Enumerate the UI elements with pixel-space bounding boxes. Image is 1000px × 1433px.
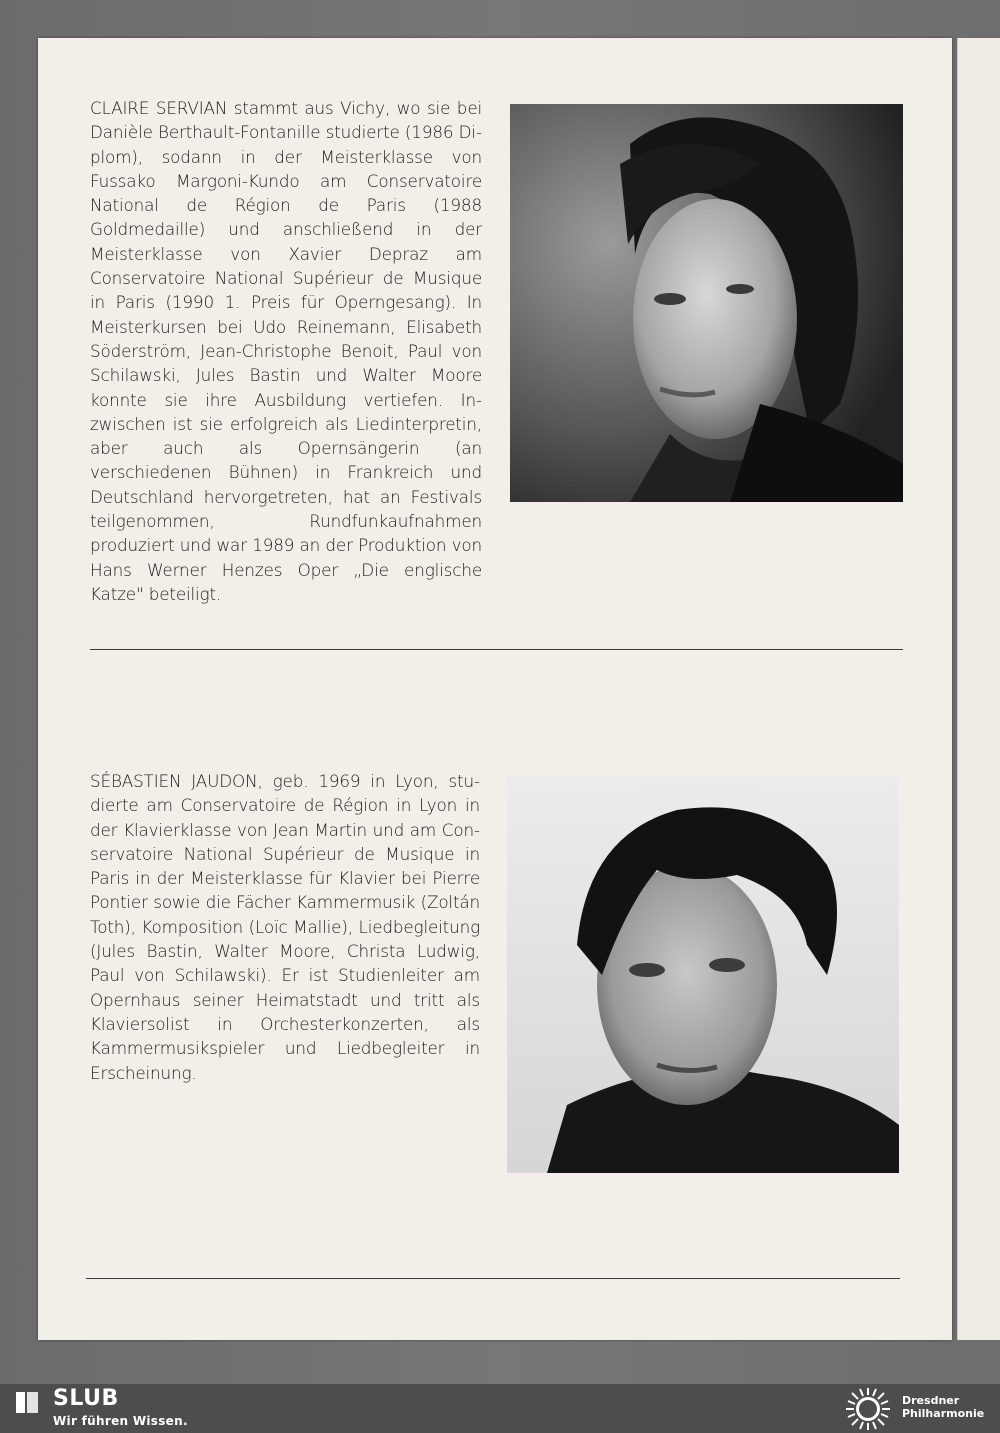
partner-name-line2: Philharmonie	[902, 1407, 985, 1420]
portrait-photo-man	[507, 775, 899, 1173]
section-divider-2	[86, 1278, 900, 1279]
portrait-photo-woman	[510, 104, 903, 502]
section-divider-1	[90, 649, 903, 650]
biography-sebastien-jaudon: SÉBASTIEN JAUDON, geb. 1969 in Lyon, studierte am Conservatoire de Région in Lyon in der Klavierklasse von Jean Martin und am Conservatoire National Supérieur de Musique in Paris in der Meisterklasse für Klavier bei Pierre Pontier sowie die Fächer Kammermusik (Zoltán Toth), Komposition (Loïc Mallie), Liedbegleitung (Jules Bastin, Walter Moore, Christa Ludwig, Paul von Schilawski). Er ist Studienleiter am Opernhaus seiner Heimatstadt und tritt als Klaviersolist in Orchesterkonzerten, als Kammermusikspieler und Liedbegleiter in Erscheinung.	[90, 771, 480, 1083]
adjacent-page-edge	[957, 38, 1000, 1340]
library-name: SLUB	[53, 1386, 119, 1411]
slub-logo-icon	[14, 1389, 40, 1415]
biography-claire-servian: CLAIRE SERVIAN stammt aus Vichy, wo sie bei Danièle Berthault-Fontanille studierte (1986 Diplom), sodann in der Meisterklasse von Fussako Margoni-Kundo am Conservatoire National de Région de Paris (1988 Goldmedaille) und anschließend in der Meisterklasse von Xavier Depraz am Conservatoire National Supérieur de Musique in Paris (1990 1. Preis für Operngesang). In Meisterkursen bei Udo Reinemann, Elisabeth Söderström, Jean-Christophe Benoit, Paul von Schilawski, Jules Bastin und Walter Moore konnte sie ihre Ausbildung vertiefen. Inzwischen ist sie erfolgreich als Liedinterpretin, aber auch als Opernsängerin (an verschiedenen Bühnen) in Frankreich und Deutschland hervorgetreten, hat an Festivals teilgenommen, Rundfunkaufnahmen produziert und war 1989 an der Produktion von Hans Werner Henzes Oper „Die englische Katze" beteiligt.	[90, 98, 482, 604]
library-tagline: Wir führen Wissen.	[53, 1414, 188, 1428]
partner-name	[902, 1394, 984, 1420]
document-page	[38, 38, 952, 1340]
dresdner-philharmonie-logo-icon	[842, 1386, 894, 1432]
partner-name-line1: Dresdner	[902, 1394, 960, 1407]
